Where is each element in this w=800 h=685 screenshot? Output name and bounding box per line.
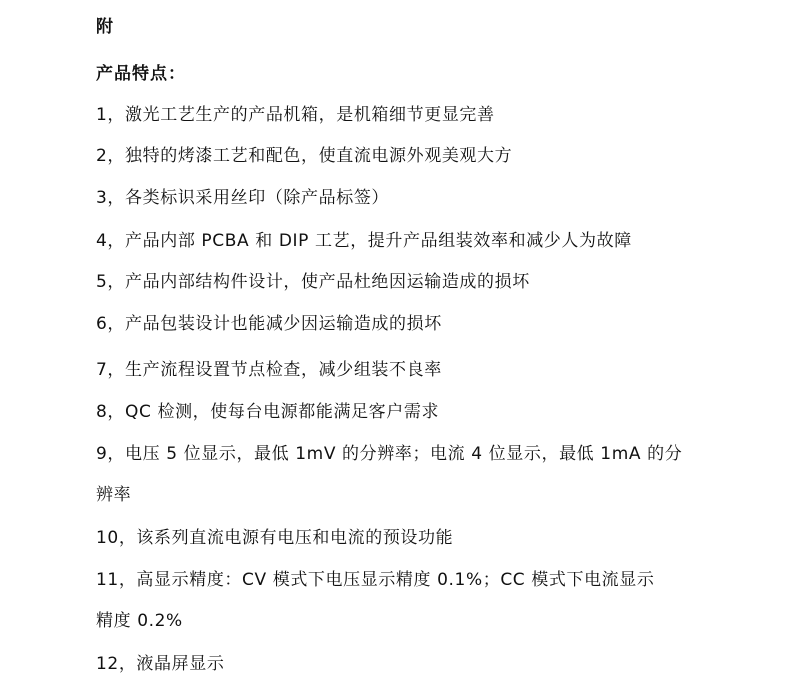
feature-item-3: 3，各类标识采用丝印（除产品标签） — [96, 188, 390, 208]
feature-item-7: 7，生产流程设置节点检查，减少组装不良率 — [96, 360, 442, 380]
section-title: 产品特点： — [96, 64, 186, 84]
feature-item-9: 9，电压 5 位显示，最低 1mV 的分辨率；电流 4 位显示，最低 1mA 的分 — [96, 444, 683, 464]
feature-item-10: 10，该系列直流电源有电压和电流的预设功能 — [96, 528, 454, 548]
feature-item-9-continued: 辨率 — [96, 485, 132, 505]
feature-item-11: 11，高显示精度：CV 模式下电压显示精度 0.1%；CC 模式下电流显示 — [96, 570, 655, 590]
feature-item-5: 5，产品内部结构件设计，使产品杜绝因运输造成的损坏 — [96, 272, 530, 292]
feature-item-12: 12，液晶屏显示 — [96, 654, 225, 674]
feature-item-6: 6，产品包装设计也能减少因运输造成的损坏 — [96, 314, 442, 334]
feature-item-1: 1，激光工艺生产的产品机箱，是机箱细节更显完善 — [96, 105, 495, 125]
feature-item-2: 2，独特的烤漆工艺和配色，使直流电源外观美观大方 — [96, 146, 513, 166]
feature-item-11-continued: 精度 0.2% — [96, 611, 183, 631]
feature-item-8: 8，QC 检测，使每台电源都能满足客户需求 — [96, 402, 440, 422]
document-heading: 附 — [96, 17, 114, 37]
feature-item-4: 4，产品内部 PCBA 和 DIP 工艺，提升产品组装效率和减少人为故障 — [96, 231, 632, 251]
